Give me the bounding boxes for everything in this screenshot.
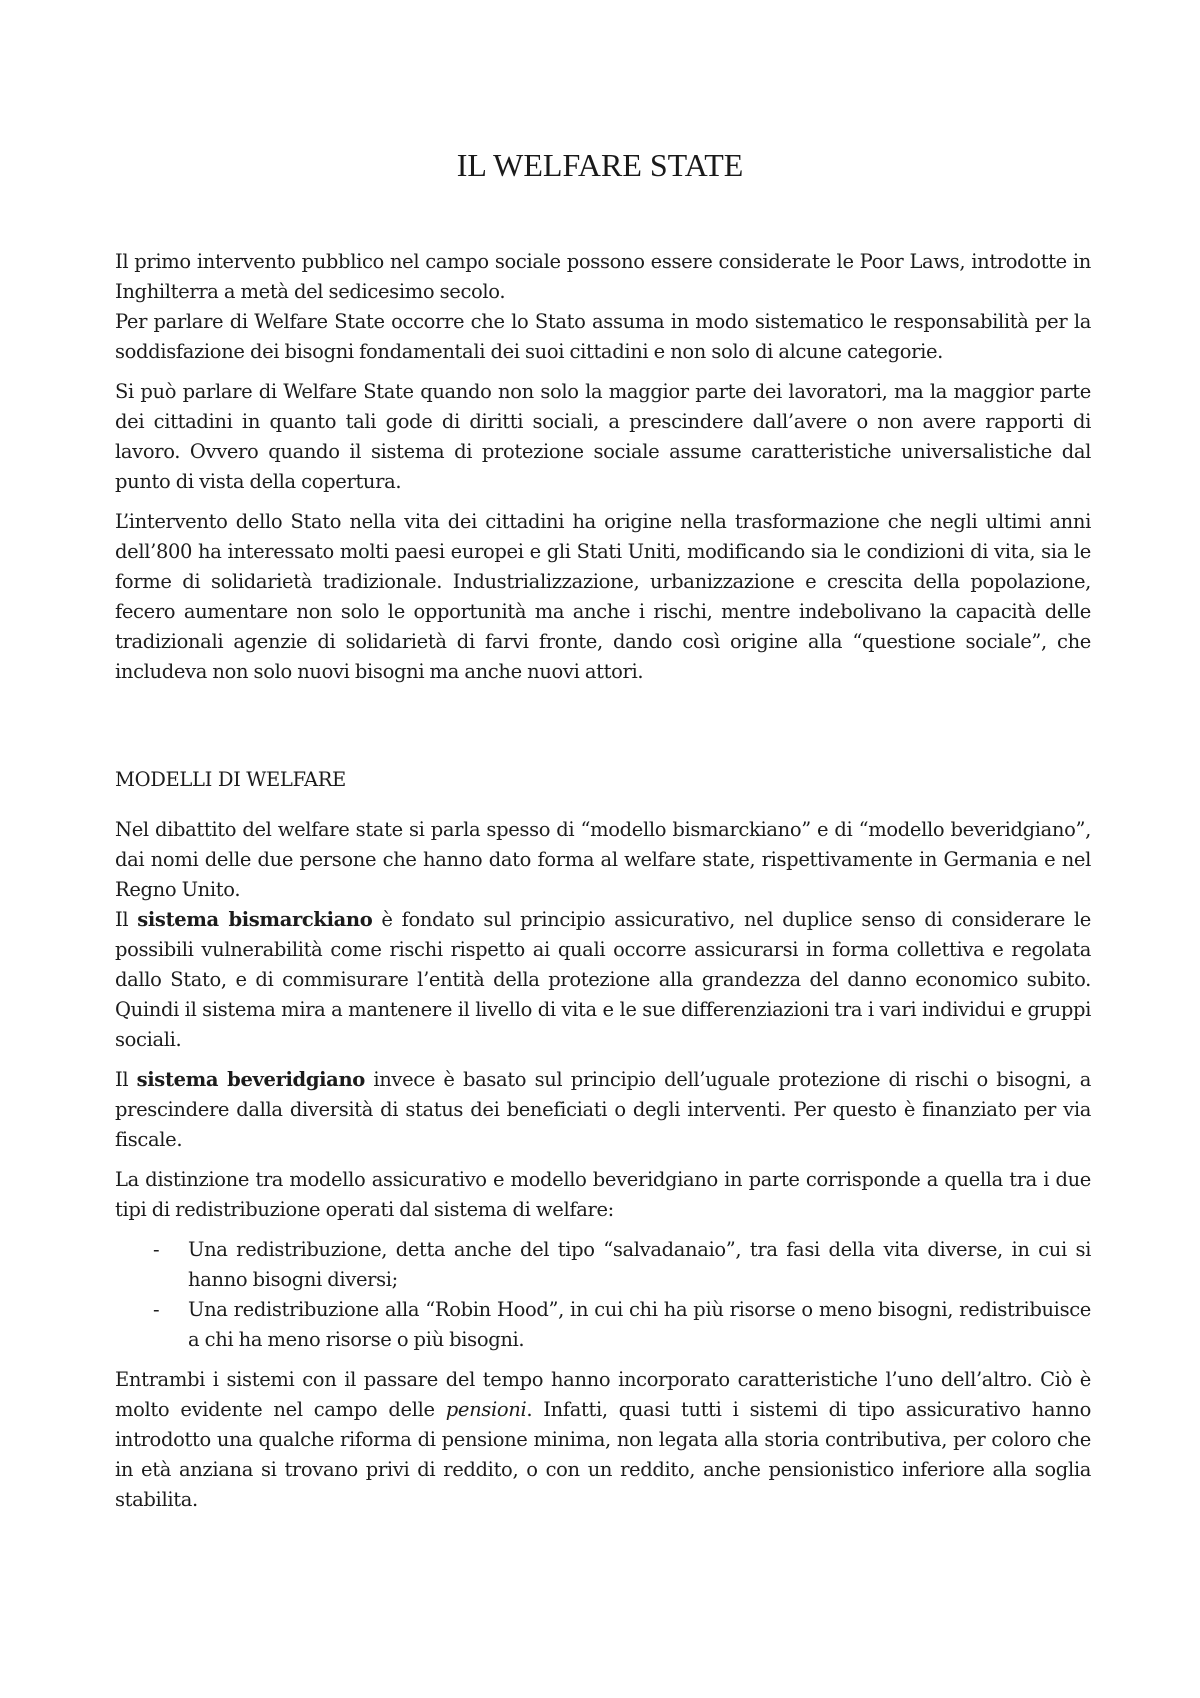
section-paragraph-distinction: La distinzione tra modello assicurativo e modello beveridgiano in parte corrisponde a quella tra i due tipi di redistribuzione operati dal sistema di welfare: [115,1168,1091,1221]
section-paragraph-bismarck [115,905,1091,1055]
section-paragraph-beveridge [115,1065,1091,1155]
intro-block [115,247,1091,697]
bismarck-intro-text: Il [115,908,138,931]
intro-paragraph-2: Per parlare di Welfare State occorre che lo Stato assuma in modo sistematico le responsabilità per la soddisfazione dei bisogni fondamentali dei suoi cittadini e non solo di alcune categorie. [115,310,1091,363]
list-item [115,1295,1091,1355]
pensions-term: pensioni [445,1398,527,1421]
section-block [115,815,1091,1525]
section-paragraph-1: Nel dibattito del welfare state si parla spesso di “modello bismarckiano” e di “modello beveridgiano”, dai nomi delle due persone che hanno dato forma al welfare state, rispettivamente in Germania e nel Regno Unito. [115,818,1091,901]
list-item-text: Una redistribuzione, detta anche del tipo “salvadanaio”, tra fasi della vita diverse, in cui si hanno bisogni diversi; [188,1238,1091,1291]
beveridge-intro-text: Il [115,1068,137,1091]
pensions-intro-text: Entrambi i sistemi con il passare del tempo hanno incorporato caratteristiche l’uno dell’altro. Ciò è molto evidente nel campo delle [115,1368,1091,1421]
redistribution-list [115,1235,1091,1355]
bismarck-term: sistema bismarckiano [137,908,373,931]
intro-paragraph-1: Il primo intervento pubblico nel campo sociale possono essere considerate le Poor Laws, introdotte in Inghilterra a metà del sedicesimo secolo. [115,250,1091,303]
beveridge-term: sistema beveridgiano [136,1068,365,1091]
section-heading: MODELLI DI WELFARE [115,768,346,791]
list-item [115,1235,1091,1295]
intro-paragraph-4: L’intervento dello Stato nella vita dei cittadini ha origine nella trasformazione che negli ultimi anni dell’800 ha interessato molti paesi europei e gli Stati Uniti, modificando sia le condizioni di vita, sia le forme di solidarietà tradizionale. Industrializzazione, urbanizzazione e crescita della popolazione, fecero aumentare non solo le opportunità ma anche i rischi, mentre indebolivano la capacità delle tradizionali agenzie di solidarietà di farvi fronte, dando così origine alla “questione sociale”, che includeva non solo nuovi bisogni ma anche nuovi attori. [115,510,1091,683]
beveridge-text: invece è basato sul principio dell’uguale protezione di rischi o bisogni, a prescindere dalla diversità di status dei beneficiati o degli interventi. Per questo è finanziato per via fiscale. [115,1068,1092,1151]
dash-bullet: - [153,1238,160,1261]
list-item-text: Una redistribuzione alla “Robin Hood”, in cui chi ha più risorse o meno bisogni, redistribuisce a chi ha meno risorse o più bisogni. [188,1298,1091,1351]
pensions-text: . Infatti, quasi tutti i sistemi di tipo assicurativo hanno introdotto una qualche riforma di pensione minima, non legata alla storia contributiva, per coloro che in età anziana si trovano privi di reddito, o con un reddito, anche pensionistico inferiore alla soglia stabilita. [115,1398,1092,1511]
intro-paragraph-3: Si può parlare di Welfare State quando non solo la maggior parte dei lavoratori, ma la maggior parte dei cittadini in quanto tali gode di diritti sociali, a prescindere dall’avere o non avere rapporti di lavoro. Ovvero quando il sistema di protezione sociale assume caratteristiche universalistiche dal punto di vista della copertura. [115,380,1091,493]
bismarck-text: è fondato sul principio assicurativo, nel duplice senso di considerare le possibili vulnerabilità come rischi rispetto ai quali occorre assicurarsi in forma collettiva e regolata dallo Stato, e di commisurare l’entità della protezione alla grandezza del danno economico subito. Quindi il sistema mira a mantenere il livello di vita e le sue differenziazioni tra i vari individui e gruppi sociali. [115,908,1091,1051]
page-title: IL WELFARE STATE [456,147,744,183]
dash-bullet: - [153,1298,160,1321]
section-paragraph-pensions [115,1365,1091,1515]
